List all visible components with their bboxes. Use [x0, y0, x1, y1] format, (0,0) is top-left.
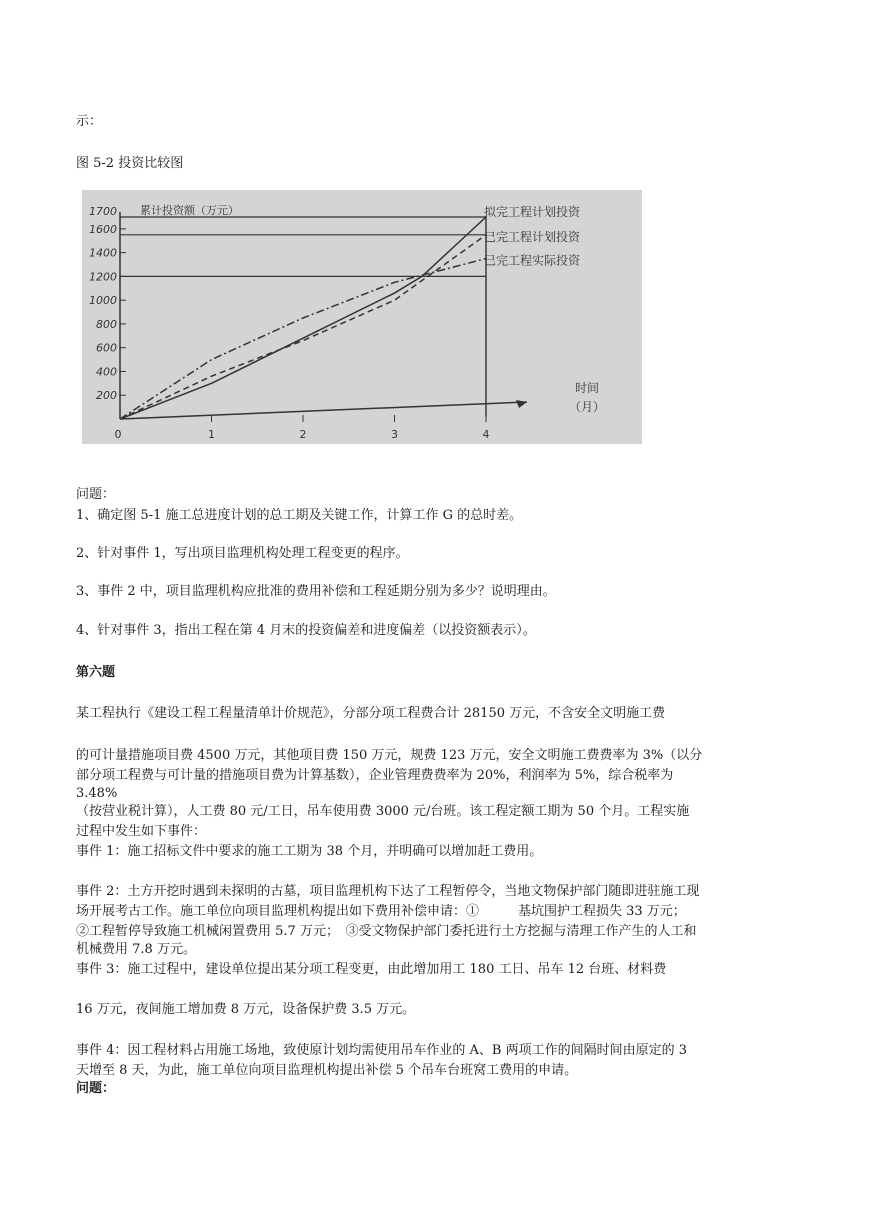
paragraph-line: 16 万元，夜间施工增加费 8 万元，设备保护费 3.5 万元。 [76, 1002, 416, 1017]
y-tick-label: 1700 [89, 205, 117, 218]
chart-svg [82, 190, 642, 444]
x-tick-label: 0 [114, 428, 122, 441]
series-label: 拟完工程计划投资 [484, 205, 581, 219]
series-label: 已完工程实际投资 [484, 253, 581, 268]
paragraph-line: 3.48% [76, 786, 118, 801]
y-tick-label: 200 [96, 389, 117, 403]
paragraph-line: （按营业税计算），人工费 80 元/工日，吊车使用费 3000 元/台班。该工程定额工期为 50 个月。工程实施 [76, 804, 690, 819]
y-tick-label: 1600 [89, 222, 117, 236]
paragraph-line: ②工程暂停导致施工机械闲置费用 5.7 万元； ③受文物保护部门委托进行土方挖掘与清理工作产生的人工和 [76, 924, 697, 939]
y-tick-label: 400 [96, 365, 117, 379]
y-tick-label: 1200 [89, 270, 117, 284]
questions-heading: 问题： [76, 487, 116, 502]
investment-chart [82, 190, 642, 444]
paragraph-line: 的可计量措施项目费 4500 万元，其他项目费 150 万元，规费 123 万元，安全文明施工费费率为 3%（以分 [76, 748, 703, 763]
x-tick-label: 3 [391, 428, 398, 441]
y-axis-label: 累计投资额（万元） [140, 204, 239, 217]
event-1: 事件 1：施工招标文件中要求的施工工期为 38 个月，并明确可以增加赶工费用。 [76, 844, 543, 859]
question-4: 4、针对事件 3，指出工程在第 4 月末的投资偏差和进度偏差（以投资额表示）。 [76, 623, 536, 638]
x-axis-label: 时间 [574, 381, 600, 395]
y-tick-label: 800 [96, 317, 117, 331]
question-3: 3、事件 2 中，项目监理机构应批准的费用补偿和工程延期分别为多少？说明理由。 [76, 584, 556, 599]
text-line: 示： [76, 114, 103, 129]
event-3: 事件 3：施工过程中，建设单位提出某分项工程变更，由此增加用工 180 工日、吊车 12 台班、材料费 [76, 962, 667, 977]
event-4: 事件 4：因工程材料占用施工场地，致使原计划均需使用吊车作业的 A、B 两项工作的间隔时间由原定的 3 [76, 1043, 688, 1058]
questions-heading-2: 问题： [76, 1081, 116, 1096]
figure-caption: 图 5-2 投资比较图 [76, 156, 184, 171]
x-axis-label-unit: （月） [568, 400, 606, 414]
paragraph-line: 机械费用 7.8 万元。 [76, 942, 196, 957]
x-tick-label: 1 [208, 428, 215, 441]
question-2: 2、针对事件 1，写出项目监理机构处理工程变更的程序。 [76, 546, 409, 561]
series-line [120, 235, 486, 419]
y-tick-label: 1400 [89, 246, 117, 260]
event-2: 事件 2：土方开挖时遇到未探明的古墓，项目监理机构下达了工程暂停令，当地文物保护部门随即进驻施工现 [76, 884, 700, 899]
x-axis-arrow [516, 400, 527, 408]
x-tick-label: 2 [299, 428, 307, 441]
x-axis [120, 402, 527, 419]
y-tick-label: 1000 [89, 294, 117, 308]
series-label: 已完工程计划投资 [484, 229, 581, 244]
paragraph-line: 场开展考古工作。施工单位向项目监理机构提出如下费用补偿申请：① 基坑围护工程损失 33 万元； [76, 904, 686, 919]
paragraph-line: 某工程执行《建设工程工程量清单计价规范》，分部分项工程费合计 28150 万元，不含安全文明施工费 [76, 706, 666, 721]
section-title: 第六题 [76, 665, 116, 680]
question-1: 1、确定图 5-1 施工总进度计划的总工期及关键工作，计算工作 G 的总时差。 [76, 508, 523, 523]
paragraph-line: 天增至 8 天，为此，施工单位向项目监理机构提出补偿 5 个吊车台班窝工费用的申请。 [76, 1063, 578, 1078]
y-tick-label: 600 [96, 341, 117, 355]
paragraph-line: 过程中发生如下事件： [76, 824, 207, 839]
x-tick-label: 4 [482, 428, 490, 441]
paragraph-line: 部分项工程费与可计量的措施项目费为计算基数），企业管理费费率为 20%，利润率为 5%，综合税率为 [76, 768, 674, 783]
